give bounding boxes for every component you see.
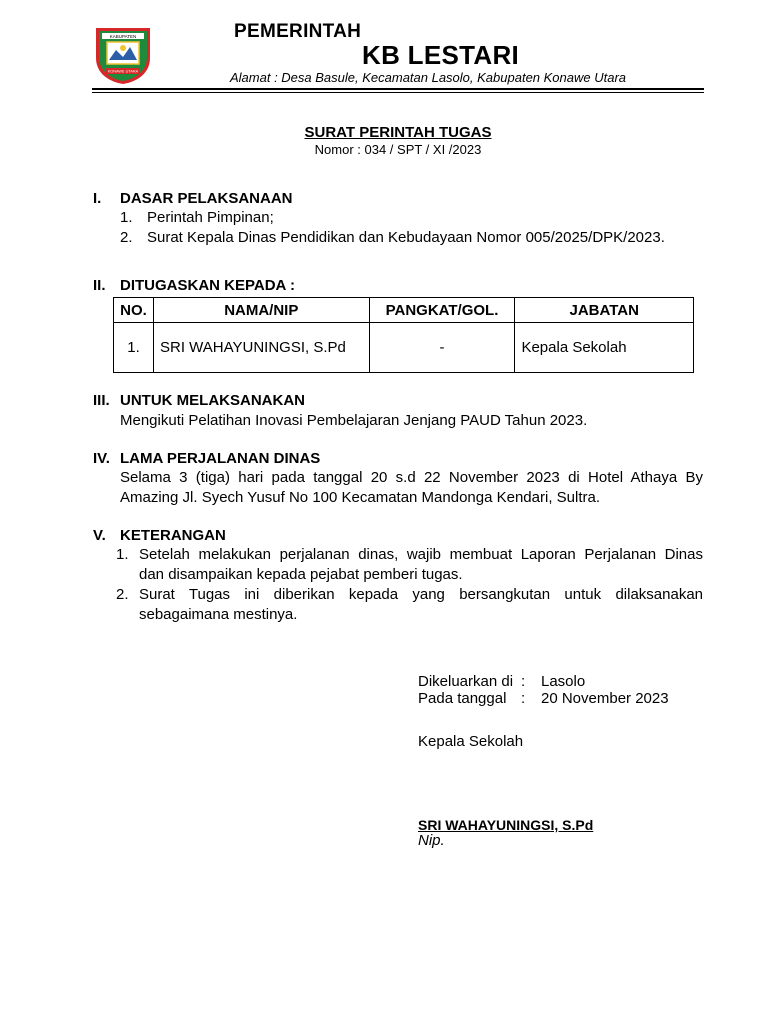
basis-item-number: 1. — [120, 209, 133, 226]
section-notes-number: V. — [93, 527, 106, 544]
government-heading: PEMERINTAH — [234, 21, 362, 42]
cell-rank: - — [369, 323, 515, 373]
issued-at-colon: : — [521, 673, 526, 690]
note-item-text-line: sebagaimana mestinya. — [139, 606, 298, 623]
institution-address: Alamat : Desa Basule, Kecamatan Lasolo, Kabupaten Konawe Utara — [230, 70, 627, 85]
signer-role: Kepala Sekolah — [418, 733, 524, 750]
institution-name: KB LESTARI — [362, 40, 520, 70]
issue-date-label: Pada tanggal — [418, 690, 507, 707]
note-item-text-line: Surat Tugas ini diberikan kepada yang bersangkutan untuk dilaksanakan — [139, 586, 703, 603]
section-assigned-number: II. — [93, 277, 106, 294]
duration-text-line: Amazing Jl. Syech Yusuf No 100 Kecamatan Mandonga Kendari, Sultra. — [120, 489, 601, 506]
signer-nip-label — [418, 832, 445, 849]
cell-name: SRI WAHAYUNINGSI, S.Pd — [153, 323, 369, 373]
issue-date-value: 20 November 2023 — [541, 690, 669, 707]
column-header-name: NAMA/NIP — [153, 298, 369, 323]
basis-item-number: 2. — [120, 229, 133, 246]
section-purpose-number: III. — [93, 392, 110, 409]
section-purpose-title: UNTUK MELAKSANAKAN — [120, 392, 305, 409]
nip-label-text: Nip. — [418, 832, 445, 849]
table-row — [114, 323, 694, 373]
duration-text-line: Selama 3 (tiga) hari pada tanggal 20 s.d 22 November 2023 di Hotel Athaya By — [120, 469, 703, 486]
section-assigned-title: DITUGASKAN KEPADA : — [120, 277, 295, 294]
section-duration-title: LAMA PERJALANAN DINAS — [120, 450, 321, 467]
issue-date-colon: : — [521, 690, 526, 707]
note-item-number: 2. — [116, 586, 129, 603]
regency-emblem-logo — [92, 24, 154, 86]
note-item-text-line: dan disampaikan kepada pejabat pemberi tugas. — [139, 566, 463, 583]
document-title: SURAT PERINTAH TUGAS — [304, 124, 492, 141]
section-notes-title: KETERANGAN — [120, 527, 226, 544]
purpose-text: Mengikuti Pelatihan Inovasi Pembelajaran Jenjang PAUD Tahun 2023. — [120, 412, 588, 429]
assignee-table — [113, 297, 694, 373]
column-header-no: NO. — [114, 298, 154, 323]
svg-text:KONAWE UTARA: KONAWE UTARA — [107, 69, 139, 74]
issued-at-label: Dikeluarkan di — [418, 673, 514, 690]
letterhead-divider-thick — [92, 88, 704, 90]
issued-at-value: Lasolo — [541, 673, 586, 690]
signer-name: SRI WAHAYUNINGSI, S.Pd — [418, 817, 594, 833]
note-item-number: 1. — [116, 546, 129, 563]
section-basis-title: DASAR PELAKSANAAN — [120, 190, 293, 207]
basis-item-text: Surat Kepala Dinas Pendidikan dan Kebudayaan Nomor 005/2025/DPK/2023. — [147, 229, 665, 246]
column-header-position: JABATAN — [515, 298, 694, 323]
note-item-text-line: Setelah melakukan perjalanan dinas, wajib membuat Laporan Perjalanan Dinas — [139, 546, 703, 563]
table-header-row — [114, 298, 694, 323]
cell-position: Kepala Sekolah — [515, 323, 694, 373]
document-number: Nomor : 034 / SPT / XI /2023 — [314, 142, 482, 157]
svg-text:KABUPATEN: KABUPATEN — [109, 34, 137, 39]
basis-item-text: Perintah Pimpinan; — [147, 209, 274, 226]
cell-no: 1. — [114, 323, 154, 373]
section-basis-number: I. — [93, 190, 102, 207]
letterhead-divider-thin — [92, 92, 704, 93]
section-duration-number: IV. — [93, 450, 110, 467]
column-header-rank: PANGKAT/GOL. — [369, 298, 515, 323]
